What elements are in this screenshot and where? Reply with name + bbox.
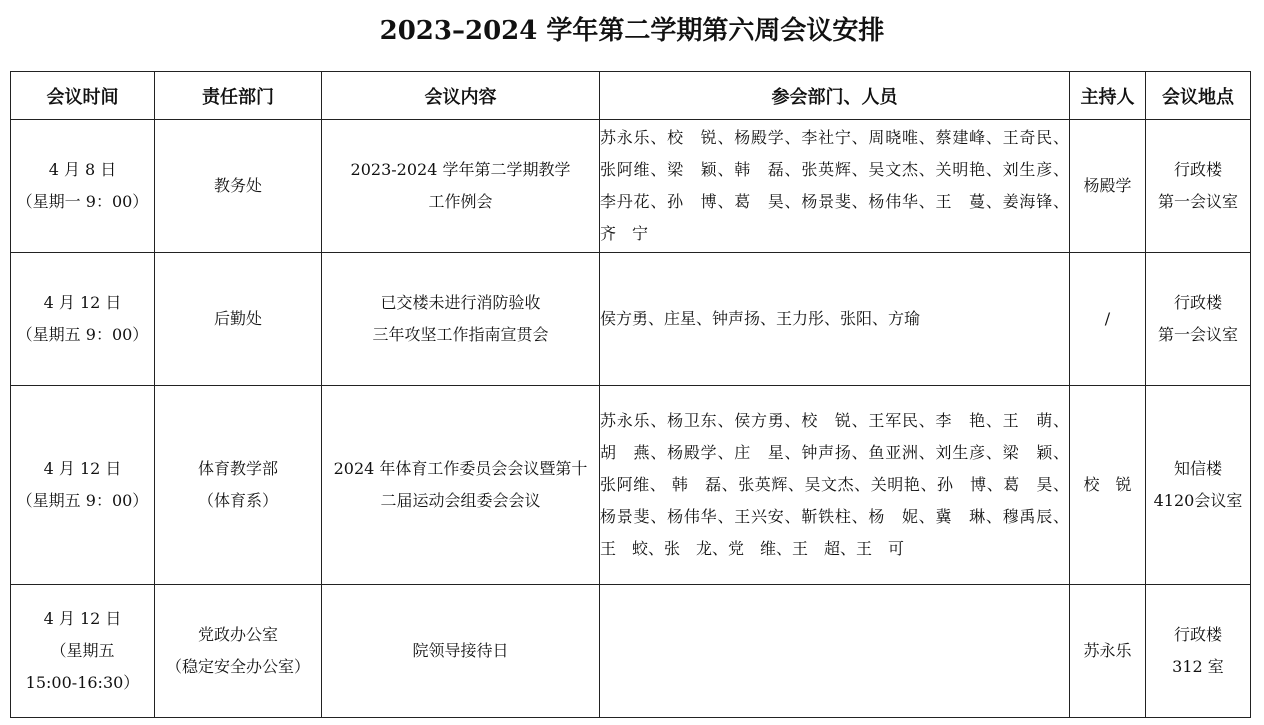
meeting-content-cell	[322, 386, 600, 585]
meeting-time-cell	[11, 120, 155, 253]
table-row	[11, 253, 1251, 386]
meeting-weekday: （星期五	[50, 641, 115, 660]
location-building: 知信楼	[1173, 459, 1222, 478]
meeting-schedule-table	[10, 71, 1251, 718]
department-name: 党政办公室	[197, 625, 278, 644]
header-meeting-content: 会议内容	[322, 72, 600, 120]
host-cell	[1070, 386, 1146, 585]
department-name: 教务处	[213, 176, 262, 195]
host-name: 杨殿学	[1083, 176, 1132, 195]
host-name: 校 锐	[1083, 475, 1132, 494]
meeting-time-range: 15:00-16:30）	[25, 673, 140, 692]
location-cell	[1146, 585, 1251, 718]
meeting-time-cell	[11, 585, 155, 718]
meeting-time-cell	[11, 386, 155, 585]
meeting-content-line: 院领导接待日	[412, 641, 509, 660]
host-name: 苏永乐	[1083, 641, 1132, 660]
department-subname: （稳定安全办公室）	[165, 657, 310, 676]
host-name: /	[1104, 309, 1111, 328]
host-cell	[1070, 253, 1146, 386]
meeting-content-cell	[322, 253, 600, 386]
attendees-line: 苏永乐、杨卫东、侯方勇、校 锐、王军民、李 艳、王 萌、	[600, 411, 1069, 430]
meeting-content-line: 2024 年体育工作委员会会议暨第十	[333, 459, 588, 478]
attendees-cell	[600, 585, 1070, 718]
attendees-cell	[600, 253, 1070, 386]
location-room: 4120会议室	[1153, 491, 1243, 510]
location-building: 行政楼	[1173, 625, 1222, 644]
header-row	[11, 72, 1251, 120]
host-cell	[1070, 120, 1146, 253]
meeting-content-line: 2023-2024 学年第二学期教学	[350, 160, 571, 179]
attendees-line: 侯方勇、庄星、钟声扬、王力彤、张阳、方瑜	[600, 309, 921, 328]
meeting-content-cell	[322, 120, 600, 253]
attendees-line: 张阿维、 韩 磊、张英辉、吴文杰、关明艳、孙 博、葛 昊、	[600, 475, 1069, 494]
meeting-time-cell	[11, 253, 155, 386]
header-meeting-time: 会议时间	[11, 72, 155, 120]
department-cell	[155, 585, 322, 718]
attendees-line: 张阿维、梁 颖、韩 磊、张英辉、吴文杰、关明艳、刘生彦、	[600, 160, 1069, 179]
department-cell	[155, 386, 322, 585]
table-row	[11, 585, 1251, 718]
host-cell	[1070, 585, 1146, 718]
meeting-content-cell	[322, 585, 600, 718]
meeting-weekday-time: （星期五 9：00）	[16, 325, 149, 344]
header-location: 会议地点	[1146, 72, 1251, 120]
department-name: 体育教学部	[197, 459, 278, 478]
meeting-date: 4 月 12 日	[43, 293, 122, 312]
attendees-line: 苏永乐、校 锐、杨殿学、李社宁、周晓唯、蔡建峰、王奇民、	[600, 128, 1069, 147]
attendees-line: 李丹花、孙 博、葛 昊、杨景斐、杨伟华、王 蔓、姜海锋、	[600, 192, 1069, 211]
location-cell	[1146, 386, 1251, 585]
attendees-cell	[600, 386, 1070, 585]
header-attendees: 参会部门、人员	[600, 72, 1070, 120]
department-name: 后勤处	[213, 309, 262, 328]
meeting-date: 4 月 12 日	[43, 459, 122, 478]
attendees-cell	[600, 120, 1070, 253]
meeting-date: 4 月 8 日	[48, 160, 117, 179]
attendees-line: 齐 宁	[600, 224, 649, 243]
attendees-line: 王 蛟、张 龙、党 维、王 超、王 可	[600, 539, 905, 558]
location-cell	[1146, 253, 1251, 386]
location-room: 第一会议室	[1157, 325, 1238, 344]
location-building: 行政楼	[1173, 160, 1222, 179]
table-row	[11, 120, 1251, 253]
meeting-content-line: 二届运动会组委会会议	[380, 491, 541, 510]
attendees-line: 杨景斐、杨伟华、王兴安、靳铁柱、杨 妮、冀 琳、穆禹辰、	[600, 507, 1069, 526]
department-cell	[155, 253, 322, 386]
location-cell	[1146, 120, 1251, 253]
header-department: 责任部门	[155, 72, 322, 120]
meeting-content-line: 已交楼未进行消防验收	[380, 293, 541, 312]
meeting-content-line: 三年攻坚工作指南宣贯会	[372, 325, 549, 344]
meeting-weekday-time: （星期五 9：00）	[16, 491, 149, 510]
attendees-line: 胡 燕、杨殿学、庄 星、钟声扬、鱼亚洲、刘生彦、梁 颖、	[600, 443, 1069, 462]
department-cell	[155, 120, 322, 253]
table-row	[11, 386, 1251, 585]
document-title: 2023–2024 学年第二学期第六周会议安排	[379, 16, 885, 46]
meeting-weekday-time: （星期一 9：00）	[16, 192, 149, 211]
location-room: 312 室	[1172, 657, 1224, 676]
header-host: 主持人	[1070, 72, 1146, 120]
meeting-content-line: 工作例会	[428, 192, 493, 211]
meeting-date: 4 月 12 日	[43, 609, 122, 628]
department-subname: （体育系）	[197, 491, 278, 510]
location-room: 第一会议室	[1157, 192, 1238, 211]
location-building: 行政楼	[1173, 293, 1222, 312]
